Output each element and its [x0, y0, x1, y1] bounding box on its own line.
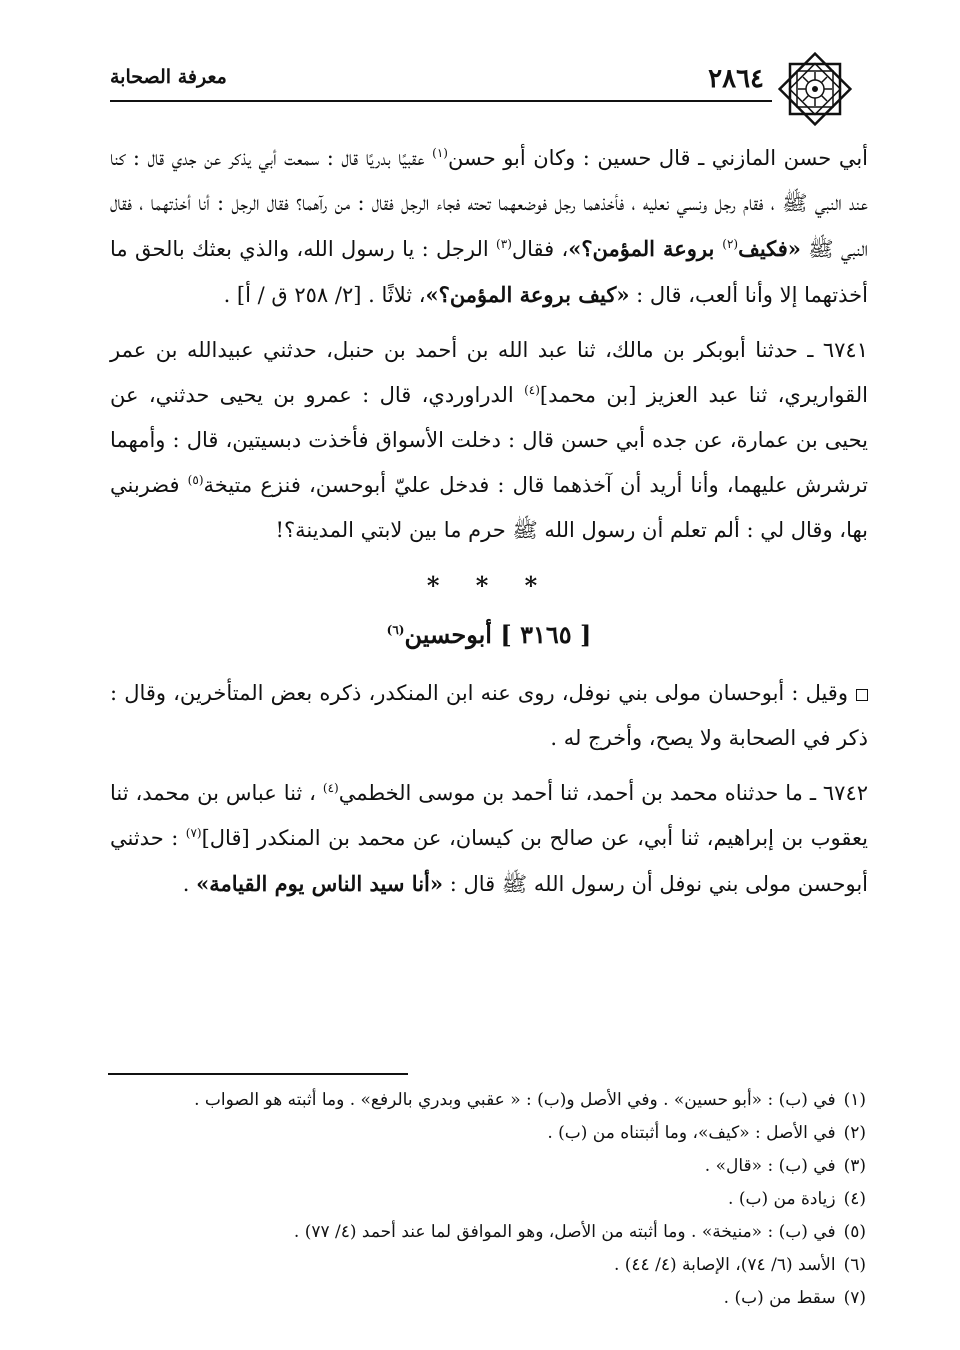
text-run: وقيل : أبوحسان مولى بني نوفل، روى عنه ابن المنكدر، ذكره بعض المتأخرين، وقال : ذكر في الصحابة ولا يصح، وأخرج له .: [110, 681, 868, 750]
footnote-ref: (٤): [322, 781, 339, 795]
paragraph-hadith-6741: [110, 328, 868, 553]
running-title: معرفة الصحابة: [110, 66, 227, 88]
footnote-text: سقط من (ب) .: [723, 1288, 836, 1308]
bold-quote: «كيف بروعة المؤمن؟»: [425, 282, 630, 307]
main-text: [110, 136, 868, 917]
footnote-number: (٣): [843, 1156, 866, 1176]
paragraph-hadith-6742: [110, 771, 868, 907]
footnote-number: (٥): [843, 1222, 866, 1242]
footnote: [110, 1249, 866, 1282]
paragraph-1: [110, 136, 868, 318]
footnote: [110, 1183, 866, 1216]
footnote-ref: (٥): [187, 473, 204, 487]
footnote: [110, 1150, 866, 1183]
bold-quote: «أنا سيد الناس يوم القيامة»: [196, 871, 444, 896]
footnotes: [110, 1084, 866, 1315]
footnote-text: في الأصل : «كيف»، وما أثبتناه من (ب) .: [547, 1123, 836, 1143]
entry-heading: [110, 612, 868, 657]
footnote-text: في (ب) : «قال» .: [704, 1156, 836, 1176]
text-run: ، ثلاثًا . [٢/ ٢٥٨ ق / أ] .: [223, 283, 426, 307]
bold-quote: «فكيف: [738, 236, 801, 261]
square-bullet-icon: [856, 689, 868, 701]
footnote-ref: (٣): [496, 237, 512, 251]
footnote-text: الأسد (٦/ ٧٤)، الإصابة (٤/ ٤٤) .: [613, 1255, 836, 1275]
text-run: ، فقال: [511, 237, 569, 261]
paragraph-entry-intro: [110, 671, 868, 761]
footnote-ref: (٤): [524, 383, 540, 397]
text-run: فضربني بها، وقال لي : ألم تعلم أن رسول الله ﷺ حرم ما بين لابتي المدينة؟!: [110, 473, 868, 542]
footnote-text: في (ب) : «منيخة» . وما أثبته من الأصل، وهو الموافق لما عند أحمد (٤/ ٧٧) .: [293, 1222, 836, 1242]
text-run: .: [182, 872, 197, 896]
page-header: [110, 52, 850, 98]
entry-name: أبوحسين: [404, 620, 492, 649]
footnote-ref: (٧): [185, 826, 202, 840]
header-divider: [110, 100, 772, 102]
footnote-number: (٢): [843, 1123, 866, 1143]
footnote-ref: (١): [432, 146, 448, 160]
section-separator: * * *: [426, 571, 552, 600]
footnote-number: (٧): [843, 1288, 866, 1308]
eight-point-star-ornament-icon: [778, 52, 852, 126]
footnote: [110, 1084, 866, 1117]
text-run: ٦٧٤٢ ـ ما حدثناه محمد بن أحمد، ثنا أحمد بن موسى الخطمي: [338, 781, 869, 805]
text-run: الرجل : يا رسول الله، والذي بعثك بالحق ما أخذتهما إلا وأنا ألعب، قال :: [110, 237, 868, 307]
footnote-divider: [108, 1073, 408, 1075]
text-run: ٦٧٤١ ـ حدثنا أبوبكر بن مالك، ثنا عبد الله بن أحمد بن حنبل، حدثني عبيدالله بن عمر القواريري، ثنا عبد العزيز [بن محمد]: [110, 338, 868, 407]
text-run: : حدثني أبوحسن مولى بني نوفل أن رسول الله ﷺ قال :: [110, 826, 868, 896]
text-run: الدراوردي، قال : عمرو بن يحيى حدثني، عن يحيى بن عمارة، عن جده أبي حسن قال : دخلت الأسواق فأخذت دبسيتين، قال : وأمهما ترشرش عليهما، وأنا أريد أن آخذهما قال : فدخل عليّ أبوحسن، فنزع متيخة: [110, 383, 868, 497]
page-number: ٢٨٦٤: [708, 64, 764, 94]
footnote-number: (٤): [843, 1189, 866, 1209]
footnote-text: زيادة من (ب) .: [728, 1189, 836, 1209]
footnote: [110, 1216, 866, 1249]
footnote-number: (١): [843, 1090, 866, 1110]
footnote-number: (٦): [843, 1255, 866, 1275]
footnote-ref: (٦): [386, 623, 405, 637]
footnote-ref: (٢): [722, 237, 739, 251]
text-run: ، ثنا عباس بن محمد، ثنا يعقوب بن إبراهيم، ثنا أبي، عن صالح بن كيسان، عن محمد بن المنكدر [قال]: [110, 781, 868, 850]
bold-quote: بروعة المؤمن؟»: [568, 236, 723, 261]
entry-number: [ ٣١٦٥ ]: [500, 620, 592, 649]
footnote: [110, 1282, 866, 1315]
text-run: أبي حسن المازني ـ قال حسين : وكان أبو حسن: [447, 146, 869, 170]
footnote: [110, 1117, 866, 1150]
text-run: عقبيًا بدريًا قال : سمعت أبي يذكر عن جدي قال : كنا عند النبي ﷺ ، فقام رجل ونسي نعليه ، فأخذهما رجل فوضعهما تحته فجاء الرجل فقال : من رآهما؟ فقال الرجل : أنا أخذتهما ، فقال النبي ﷺ: [110, 146, 868, 261]
footnote-text: في (ب) : «أبو حسين» . وفي الأصل و(ب) : « عقبي وبدري بالرفع» . وما أثبته هو الصواب .: [194, 1090, 836, 1110]
